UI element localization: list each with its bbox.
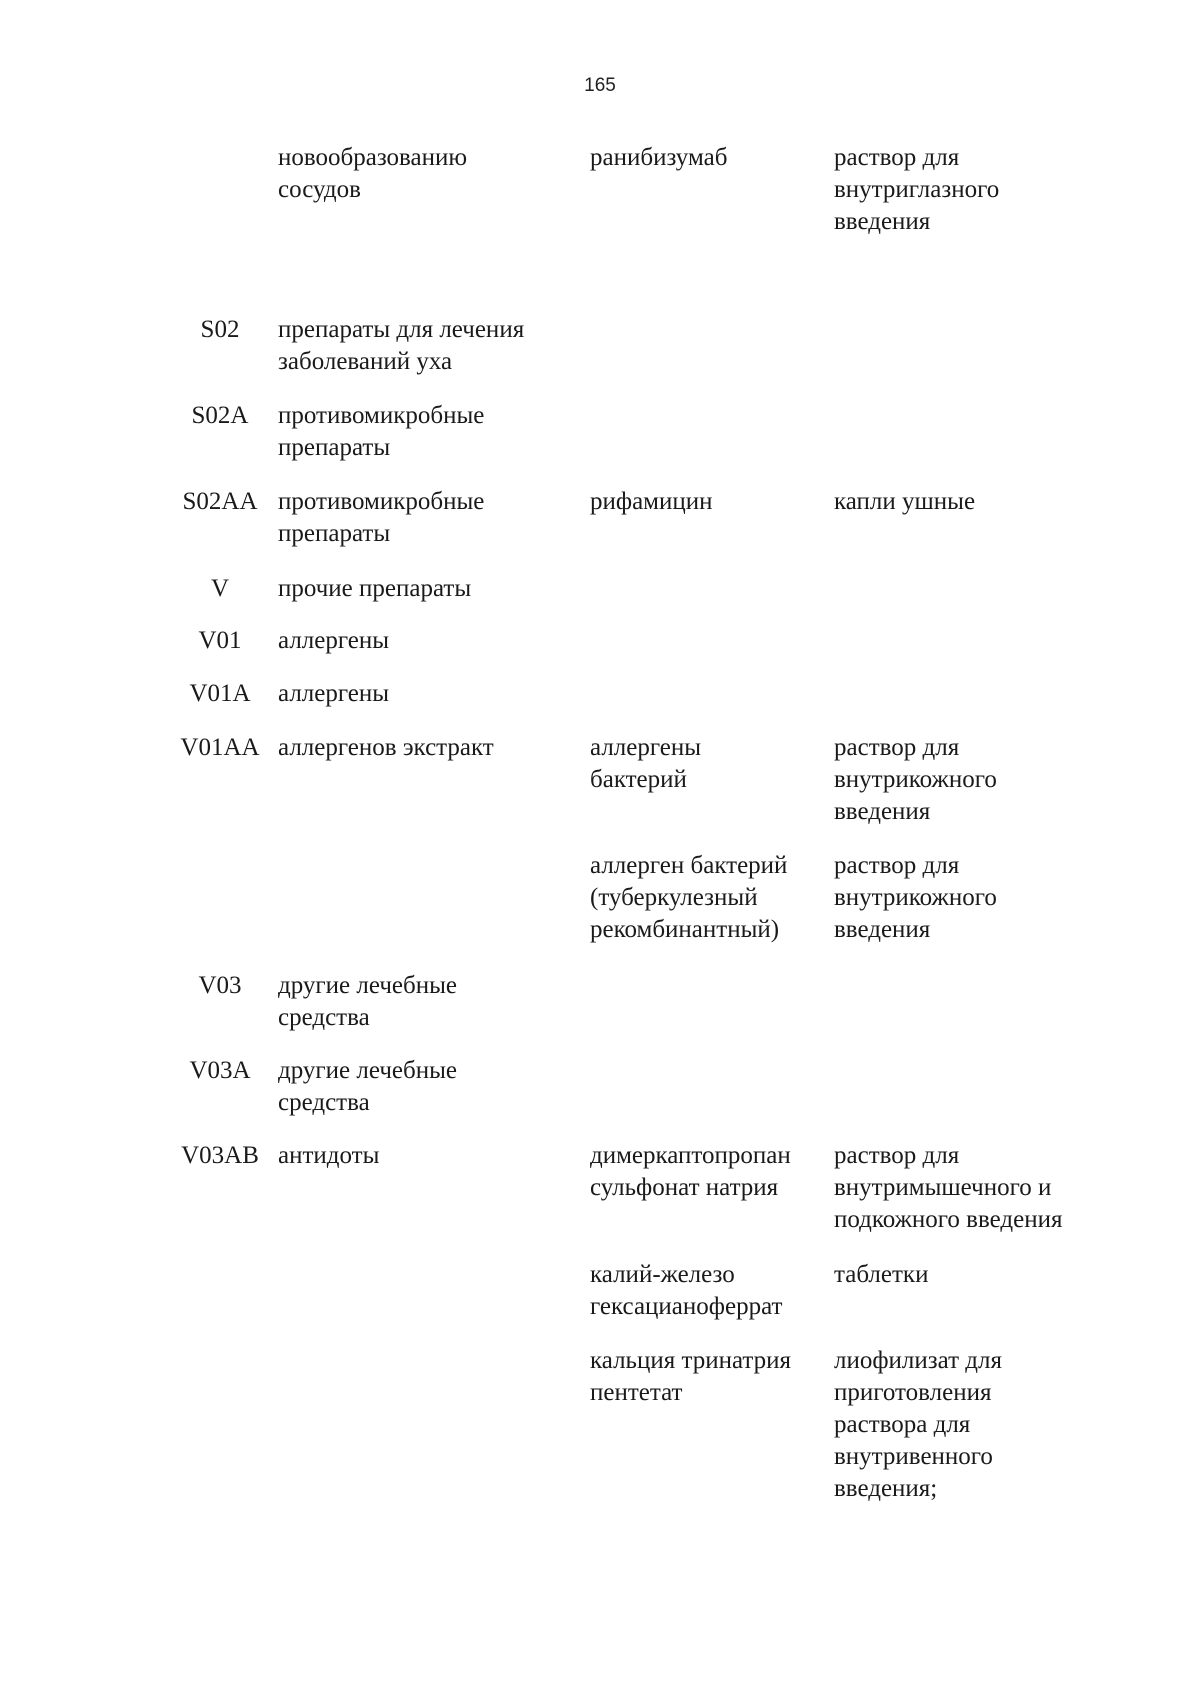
dosage-form: раствор для внутрикожного введения <box>834 734 997 825</box>
group-name: аллергены <box>278 627 390 654</box>
group-name: аллергенов экстракт <box>278 734 494 761</box>
group-name: новообразованию сосудов <box>278 144 468 203</box>
drug-name: кальция тринатрия пентетат <box>590 1347 792 1406</box>
atc-code: S02 <box>200 316 240 343</box>
drug-name: калий-железо гексацианоферрат <box>590 1261 783 1320</box>
drug-name: рифамицин <box>590 488 713 515</box>
page-number: 165 <box>584 75 616 96</box>
drug-name: аллерген бактерий (туберкулезный рекомбинантный) <box>590 852 788 943</box>
group-name: противомикробные препараты <box>278 402 485 461</box>
atc-code: V03A <box>189 1057 251 1084</box>
group-name: препараты для лечения заболеваний уха <box>278 316 525 375</box>
group-name: другие лечебные средства <box>278 1057 457 1116</box>
group-name: антидоты <box>278 1142 380 1169</box>
group-name: противомикробные препараты <box>278 488 485 547</box>
dosage-form: раствор для внутримышечного и подкожного введения <box>834 1142 1063 1233</box>
atc-code: V01 <box>198 627 242 654</box>
group-name: аллергены <box>278 680 390 707</box>
dosage-form: раствор для внутрикожного введения <box>834 852 997 943</box>
dosage-form: капли ушные <box>834 488 976 515</box>
atc-code: S02A <box>191 402 249 429</box>
group-name: прочие препараты <box>278 575 472 602</box>
atc-code: V <box>210 575 230 602</box>
drug-name: димеркаптопропан сульфонат натрия <box>590 1142 791 1201</box>
drug-name: ранибизумаб <box>590 144 728 171</box>
atc-code: V03AB <box>181 1142 259 1169</box>
atc-code: V03 <box>198 972 242 999</box>
dosage-form: таблетки <box>834 1261 929 1288</box>
dosage-form: лиофилизат для приготовления раствора для внутривенного введения; <box>834 1347 1002 1502</box>
dosage-form: раствор для внутриглазного введения <box>834 144 1000 235</box>
group-name: другие лечебные средства <box>278 972 457 1031</box>
atc-code: V01A <box>189 680 251 707</box>
drug-name: аллергены бактерий <box>590 734 702 793</box>
atc-code: V01AA <box>180 734 260 761</box>
atc-code: S02AA <box>182 488 258 515</box>
